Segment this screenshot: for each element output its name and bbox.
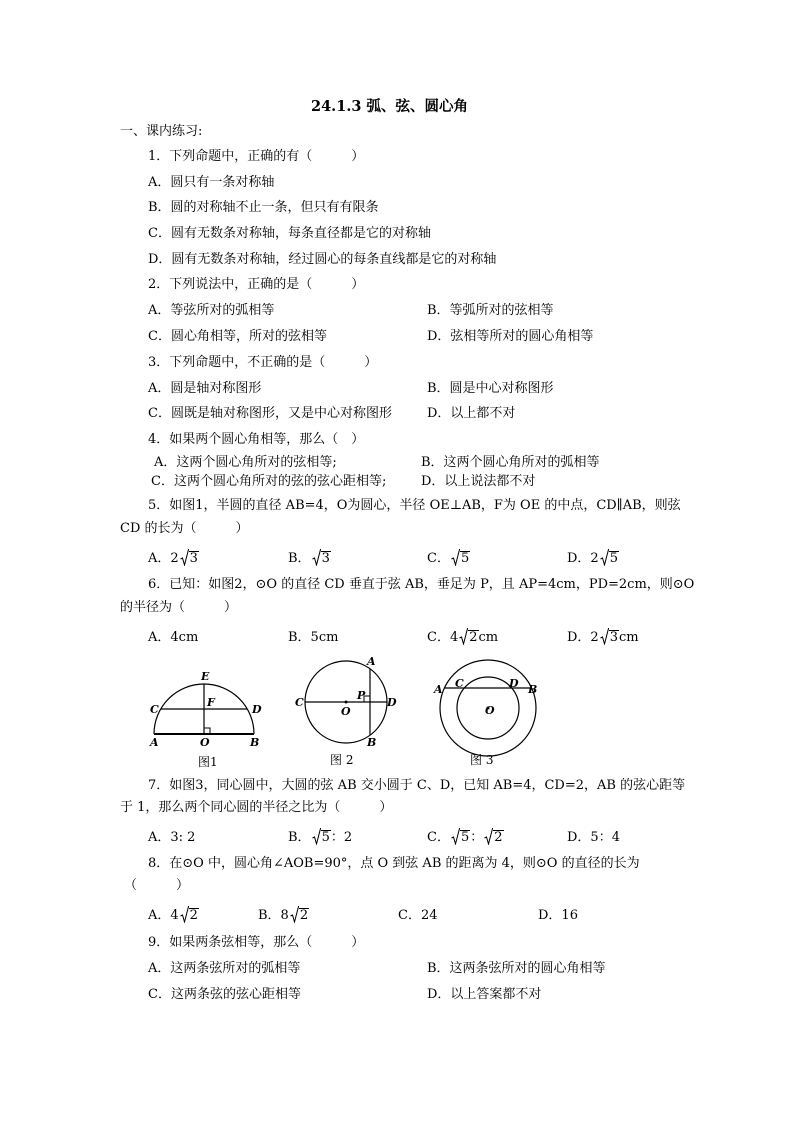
q3-option-d: D．以上都不对	[427, 406, 516, 421]
q5-option-d: D．2 5	[567, 551, 618, 566]
q1-option-d: D．圆有无数条对称轴，经过圆心的每条直线都是它的对称轴	[148, 252, 497, 267]
section-heading: 一、课内练习:	[120, 124, 203, 139]
q5-option-a: A．2 3	[148, 551, 198, 566]
q2-option-b: B．等弧所对的弦相等	[427, 303, 554, 318]
q9-option-d: D．以上答案都不对	[427, 987, 542, 1002]
q9-option-c: C．这两条弦的弦心距相等	[148, 987, 301, 1002]
fig2-caption: 图 2	[330, 753, 354, 767]
q7-option-c: C． 5： 2	[427, 830, 503, 845]
fig2-label-b: B	[367, 736, 377, 749]
q9-stem: 9．如果两条弦相等，那么（ ）	[148, 935, 365, 950]
figure-2-circle	[290, 652, 410, 770]
q4-option-b: B．这两个圆心角所对的弧相等	[421, 455, 600, 470]
q6-option-d: D．2 3cm	[567, 630, 639, 645]
q9-option-b: B．这两条弦所对的圆心角相等	[427, 961, 606, 976]
q4-option-a: A．这两个圆心角所对的弦相等;	[154, 455, 337, 470]
q6-option-c: C．4 2cm	[427, 630, 499, 645]
fig2-center-dot	[345, 701, 348, 704]
q8-option-a: A．4 2	[148, 908, 198, 923]
fig2-label-c: C	[295, 696, 304, 709]
figure-1-semicircle	[140, 668, 270, 770]
fig3-label-c: C	[455, 677, 464, 690]
q1-option-a: A．圆只有一条对称轴	[148, 175, 275, 190]
fig1-label-f: F	[207, 696, 215, 709]
fig2-label-p: P	[357, 689, 366, 702]
fig2-label-d: D	[387, 696, 397, 709]
q5-stem-line2: CD 的长为（ ）	[120, 521, 249, 536]
q1-option-c: C．圆有无数条对称轴，每条直径都是它的对称轴	[148, 226, 431, 241]
q6-stem-line1: 6．已知：如图2，⊙O 的直径 CD 垂直于弦 AB，垂足为 P，且 AP=4cm，PD=2cm，则⊙O	[148, 577, 695, 592]
fig1-label-a: A	[150, 736, 159, 749]
q7-option-a: A．3: 2	[148, 830, 196, 845]
fig1-label-e: E	[201, 670, 210, 683]
fig2-label-o: O	[341, 705, 351, 718]
q6-option-b: B．5cm	[288, 630, 339, 645]
q8-option-d: D．16	[538, 908, 578, 923]
q3-stem: 3．下列命题中，不正确的是（ ）	[148, 355, 378, 370]
q3-option-b: B．圆是中心对称图形	[427, 381, 554, 396]
q4-option-c: C．这两个圆心角所对的弦的弦心距相等;	[151, 474, 387, 489]
q8-option-c: C．24	[398, 908, 438, 923]
fig1-label-b: B	[250, 736, 260, 749]
q1-stem: 1．下列命题中，正确的有（ ）	[148, 149, 365, 164]
q8-option-b: B．8 2	[258, 908, 309, 923]
q3-option-c: C．圆既是轴对称图形，又是中心对称图形	[148, 406, 392, 421]
q6-stem-line2: 的半径为（ ）	[120, 600, 238, 615]
q3-option-a: A．圆是轴对称图形	[148, 381, 262, 396]
fig3-label-a: A	[434, 683, 443, 696]
q2-stem: 2．下列说法中，正确的是（ ）	[148, 277, 365, 292]
q8-stem-line2: （ ）	[124, 878, 190, 893]
q6-option-a: A．4cm	[148, 630, 199, 645]
q7-stem-line1: 7．如图3，同心圆中，大圆的弦 AB 交小圆于 C、D，已知 AB=4，CD=2，AB 的弦心距等	[148, 778, 686, 793]
q5-option-b: B． 3	[288, 551, 330, 566]
fig3-label-b: B	[528, 683, 538, 696]
q7-stem-line2: 于 1，那么两个同心圆的半径之比为（ ）	[120, 800, 393, 815]
q8-stem-line1: 8．在⊙O 中，圆心角∠AOB=90°，点 O 到弦 AB 的距离为 4，则⊙O 的直径的长为	[148, 856, 640, 871]
q9-option-a: A．这两条弦所对的弧相等	[148, 961, 301, 976]
fig3-label-o: O	[485, 704, 495, 717]
q4-stem: 4．如果两个圆心角相等，那么（ ）	[148, 432, 365, 447]
fig1-caption: 图1	[198, 755, 218, 769]
fig3-caption: 图 3	[470, 753, 494, 767]
page-title: 24.1.3 弧、弦、圆心角	[311, 98, 469, 115]
fig1-label-c: C	[150, 703, 159, 716]
q5-option-c: C． 5	[427, 551, 470, 566]
q2-option-d: D．弦相等所对的圆心角相等	[427, 329, 594, 344]
q5-stem-line1: 5．如图1，半圆的直径 AB=4，O为圆心，半径 OE⊥AB，F为 OE 的中点，CD∥AB，则弦	[148, 498, 681, 513]
q7-option-b: B． 5：2	[288, 830, 353, 845]
fig1-label-d: D	[252, 703, 262, 716]
fig3-label-d: D	[509, 677, 519, 690]
q7-option-d: D．5：4	[567, 830, 620, 845]
q2-option-a: A．等弦所对的弧相等	[148, 303, 275, 318]
fig2-label-a: A	[367, 655, 376, 668]
figure-3-concentric-circles	[430, 652, 550, 770]
q4-option-d: D．以上说法都不对	[421, 474, 536, 489]
fig1-label-o: O	[200, 736, 210, 749]
q2-option-c: C．圆心角相等，所对的弦相等	[148, 329, 327, 344]
q1-option-b: B．圆的对称轴不止一条，但只有有限条	[148, 200, 379, 215]
